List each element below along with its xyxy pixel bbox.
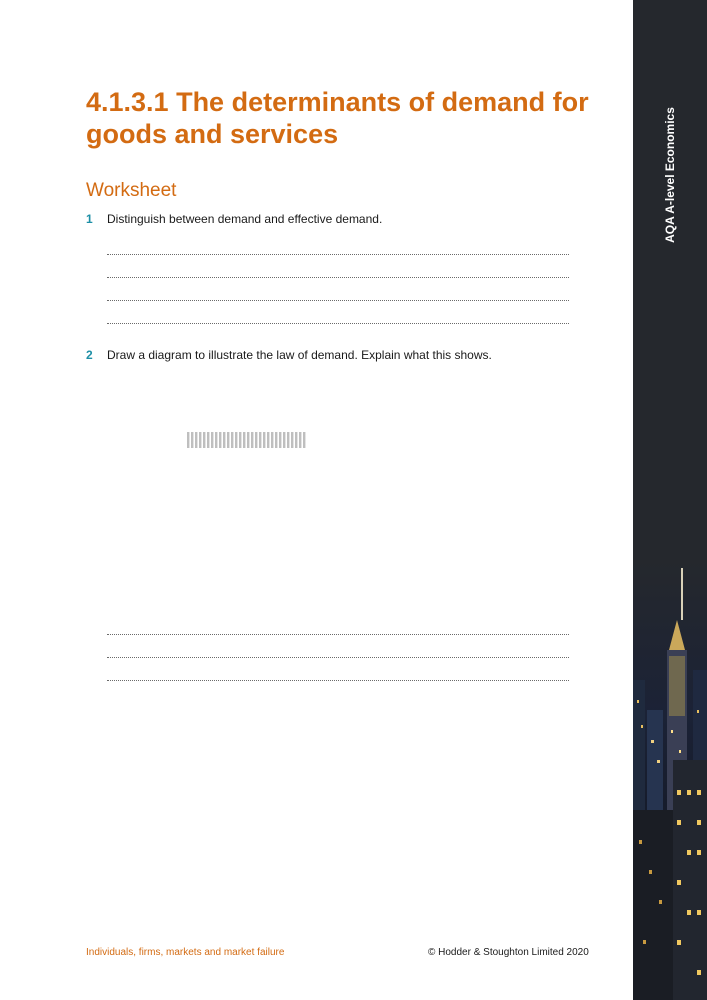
- answer-line[interactable]: [107, 255, 569, 278]
- answer-line[interactable]: [107, 278, 569, 301]
- question-2-number: 2: [86, 348, 93, 362]
- footer-topic: Individuals, firms, markets and market failure: [86, 947, 285, 958]
- answer-line[interactable]: [107, 232, 569, 255]
- city-skyline-image: [633, 560, 707, 1000]
- answer-line[interactable]: [107, 301, 569, 324]
- worksheet-heading: Worksheet: [86, 180, 177, 201]
- answer-line[interactable]: [107, 658, 569, 681]
- diagram-area[interactable]: [107, 372, 569, 612]
- answer-line[interactable]: [107, 635, 569, 658]
- side-band: [633, 0, 707, 1000]
- question-1-number: 1: [86, 212, 93, 226]
- footer-copyright: © Hodder & Stoughton Limited 2020: [428, 947, 589, 958]
- question-1-text: Distinguish between demand and effective demand.: [107, 212, 383, 226]
- question-2-answer-lines[interactable]: [107, 612, 569, 681]
- question-2-text: Draw a diagram to illustrate the law of demand. Explain what this shows.: [107, 348, 492, 362]
- answer-line[interactable]: [107, 612, 569, 635]
- course-label: AQA A-level Economics: [663, 107, 677, 243]
- page-title: 4.1.3.1 The determinants of demand for goods and services: [86, 87, 589, 149]
- diagram-placeholder-image: [187, 432, 307, 448]
- question-1-answer-lines[interactable]: [107, 232, 569, 324]
